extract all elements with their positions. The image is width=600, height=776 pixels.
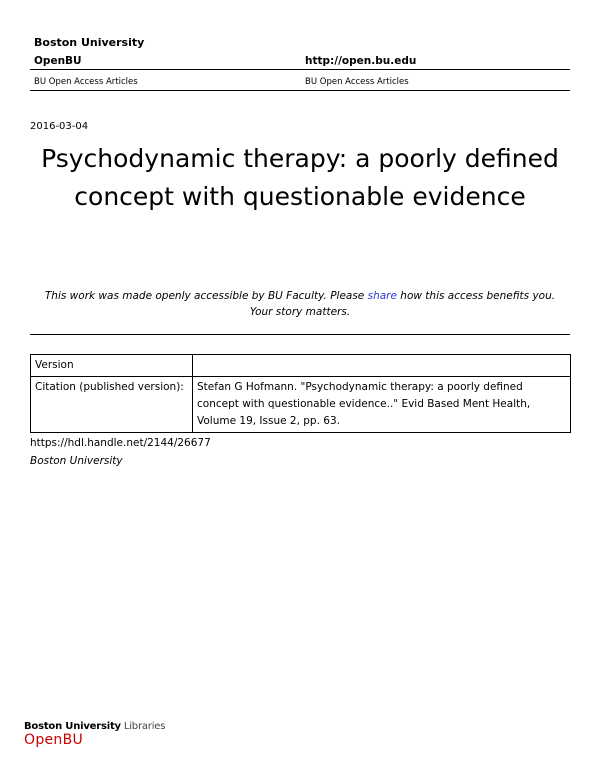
collection-left: BU Open Access Articles xyxy=(34,77,138,87)
document-title: Psychodynamic therapy: a poorly defined concept with questionable evidence xyxy=(41,144,559,211)
citation-value: Stefan G Hofmann. "Psychodynamic therapy: a poorly defined concept with questionable evidence.." Evid Based Ment Health, Volume 19, Issue 2, pp. 63. xyxy=(193,377,571,433)
version-value xyxy=(193,355,571,377)
citation-label: Citation (published version): xyxy=(31,377,193,433)
repository-name: OpenBU xyxy=(34,55,82,67)
collection-right: BU Open Access Articles xyxy=(305,77,409,87)
header-rule-bottom xyxy=(30,90,570,91)
share-link[interactable]: share xyxy=(367,290,397,302)
publication-date: 2016-03-04 xyxy=(30,121,89,132)
note-rule xyxy=(30,334,570,335)
table-row xyxy=(31,355,571,377)
metadata-table xyxy=(30,354,571,433)
logo-line-1 xyxy=(24,721,165,732)
institution-name: Boston University xyxy=(34,36,145,49)
access-note xyxy=(30,288,570,320)
access-note-text-after: how this access benefits you. xyxy=(396,290,556,302)
access-note-text-before: This work was made openly accessible by BU Faculty. Please xyxy=(44,290,368,302)
logo-institution: Boston University xyxy=(24,721,121,732)
logo-libraries: Libraries xyxy=(120,721,166,732)
openbu-logo xyxy=(24,721,165,748)
table-row xyxy=(31,377,571,433)
logo-openbu: OpenBU xyxy=(24,732,84,748)
access-note-second-line: Your story matters. xyxy=(249,306,351,318)
publisher-name: Boston University xyxy=(30,455,123,467)
repository-url[interactable]: http://open.bu.edu xyxy=(305,55,417,67)
version-label: Version xyxy=(31,355,193,377)
header-rule-top xyxy=(30,69,570,70)
handle-link[interactable]: https://hdl.handle.net/2144/26677 xyxy=(30,437,211,449)
